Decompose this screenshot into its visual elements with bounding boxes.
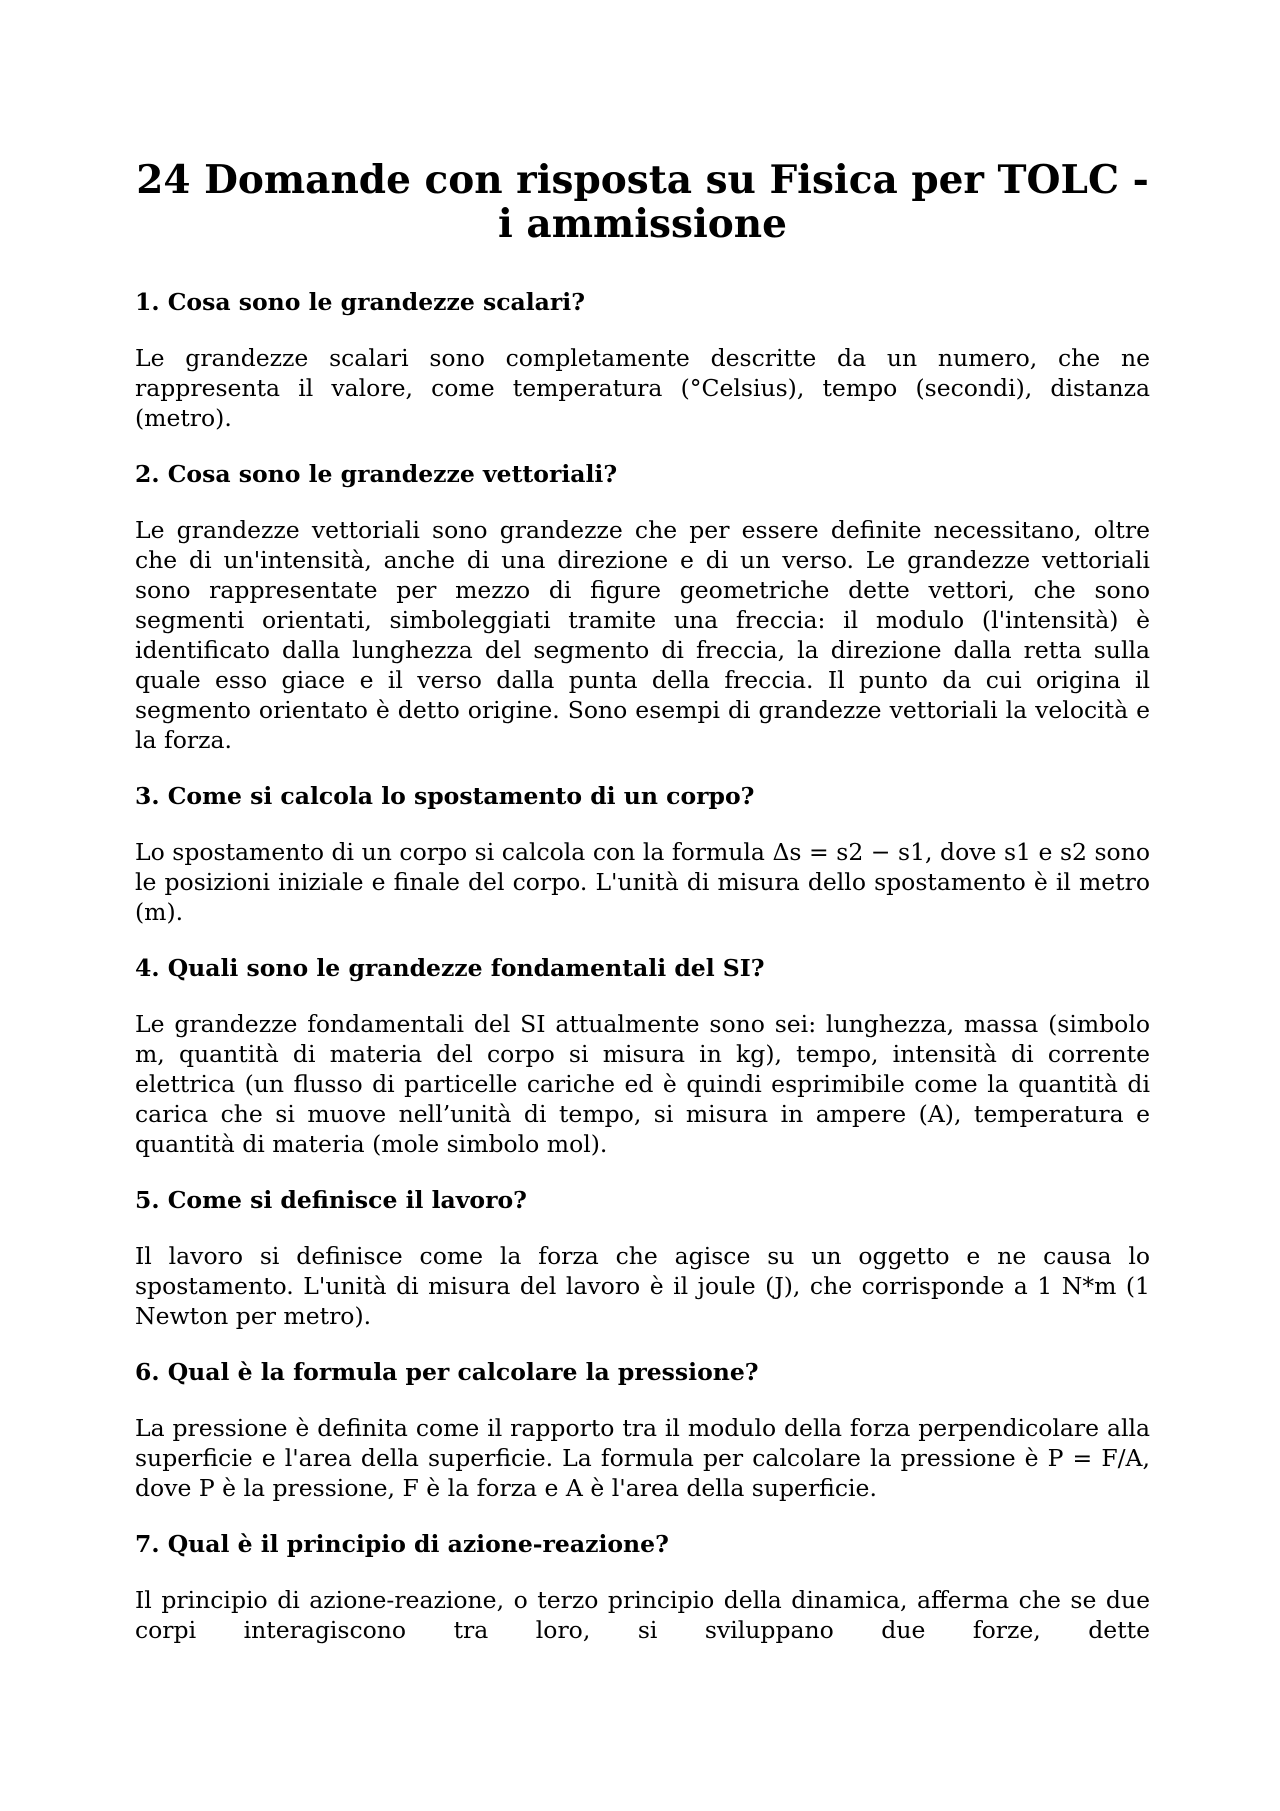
answer-1: Le grandezze scalari sono completamente descritte da un numero, che ne rappresenta il valore, come temperatura (°Celsius), tempo (secondi), distanza (metro). [135, 344, 1150, 432]
qa-item-5 [135, 1185, 1150, 1331]
answer-3: Lo spostamento di un corpo si calcola con la formula Δs = s2 − s1, dove s1 e s2 sono le posizioni iniziale e finale del corpo. L'unità di misura dello spostamento è il metro (m). [135, 838, 1150, 926]
question-3: 3. Come si calcola lo spostamento di un corpo? [135, 782, 755, 810]
answer-2: Le grandezze vettoriali sono grandezze che per essere definite necessitano, oltre che di un'intensità, anche di una direzione e di un verso. Le grandezze vettoriali sono rappresentate per mezzo di figure geometriche dette vettori, che sono segmenti orientati, simboleggiati tramite una freccia: il modulo (l'intensità) è identificato dalla lunghezza del segmento di freccia, la direzione dalla retta sulla quale esso giace e il verso dalla punta della freccia. Il punto da cui origina il segmento orientato è detto origine. Sono esempi di grandezze vettoriali la velocità e la forza. [135, 516, 1150, 754]
question-4: 4. Quali sono le grandezze fondamentali del SI? [135, 954, 765, 982]
qa-item-2 [135, 459, 1150, 755]
question-1: 1. Cosa sono le grandezze scalari? [135, 288, 585, 316]
document-title: 24 Domande con risposta su Fisica per TOLC - i ammissione [136, 157, 1149, 247]
qa-item-4 [135, 953, 1150, 1159]
question-5: 5. Come si definisce il lavoro? [135, 1186, 527, 1214]
document-page [135, 158, 1150, 1671]
answer-5: Il lavoro si definisce come la forza che agisce su un oggetto e ne causa lo spostamento. L'unità di misura del lavoro è il joule (J), che corrisponde a 1 N*m (1 Newton per metro). [135, 1242, 1150, 1330]
qa-item-6 [135, 1357, 1150, 1503]
question-7: 7. Qual è il principio di azione-reazione? [135, 1530, 669, 1558]
answer-7: Il principio di azione-reazione, o terzo principio della dinamica, afferma che se due corpi interagiscono tra loro, si sviluppano due forze, dette [135, 1586, 1150, 1644]
qa-item-1 [135, 287, 1150, 433]
qa-item-7 [135, 1529, 1150, 1645]
qa-item-3 [135, 781, 1150, 927]
answer-4: Le grandezze fondamentali del SI attualmente sono sei: lunghezza, massa (simbolo m, quantità di materia del corpo si misura in kg), tempo, intensità di corrente elettrica (un flusso di particelle cariche ed è quindi esprimibile come la quantità di carica che si muove nell’unità di tempo, si misura in ampere (A), temperatura e quantità di materia (mole simbolo mol). [135, 1010, 1150, 1158]
answer-6: La pressione è definita come il rapporto tra il modulo della forza perpendicolare alla superficie e l'area della superficie. La formula per calcolare la pressione è P = F/A, dove P è la pressione, F è la forza e A è l'area della superficie. [135, 1414, 1150, 1502]
question-2: 2. Cosa sono le grandezze vettoriali? [135, 460, 618, 488]
question-6: 6. Qual è la formula per calcolare la pressione? [135, 1358, 759, 1386]
